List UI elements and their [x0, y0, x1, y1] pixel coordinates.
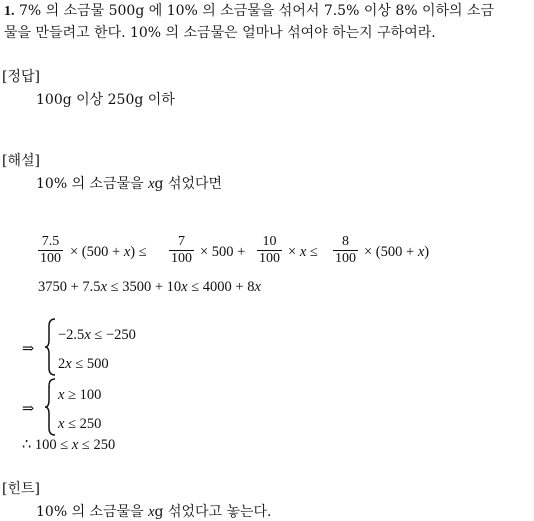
ineq1-term-1: × (500 + x) ≤: [70, 244, 147, 260]
hint-text: 10% 의 소금물을 xg 섞었다고 놓는다.: [36, 504, 272, 520]
answer-text: 100g 이상 250g 이하: [36, 92, 175, 108]
system1-line-2: 2x ≤ 500: [58, 356, 109, 372]
inequality-line-2: 3750 + 7.5x ≤ 3500 + 10x ≤ 4000 + 8x: [38, 279, 261, 295]
fraction-8-over-100: 8 100: [335, 234, 356, 266]
problem-text-1: 7% 의 소금물 500g 에 10% 의 소금물을 섞어서 7.5% 이상 8% 이하의 소금: [18, 3, 495, 19]
left-brace-1: [44, 318, 56, 376]
fraction-7-over-100: 7 100: [171, 234, 192, 266]
problem-line-2: 물을 만들려고 한다. 10% 의 소금물은 얼마나 섞여야 하는지 구하여라.: [4, 25, 436, 41]
hint-heading: [힌트]: [2, 481, 40, 497]
hint-variable-x: x: [148, 504, 155, 520]
implies-arrow-2: ⇒: [22, 401, 35, 417]
ineq1-term-2: × 500 +: [200, 244, 246, 260]
ineq1-term-3: × x ≤: [288, 244, 318, 260]
left-brace-2: [44, 378, 56, 436]
fraction-10-over-100: 10 100: [259, 234, 280, 266]
explanation-heading: [해설]: [2, 153, 40, 169]
implies-arrow-1: ⇒: [22, 341, 35, 357]
ineq1-term-4: × (500 + x): [364, 244, 430, 260]
fraction-7-5-over-100: 7.5 100: [40, 234, 61, 266]
system1-line-1: −2.5x ≤ −250: [58, 327, 136, 343]
variable-x: x: [148, 176, 155, 192]
conclusion: ∴ 100 ≤ x ≤ 250: [22, 437, 116, 453]
answer-heading: [정답]: [2, 69, 40, 85]
system2-line-2: x ≤ 250: [58, 416, 102, 432]
problem-number: 1.: [4, 4, 15, 19]
problem-line-1: [4, 2, 494, 21]
explanation-intro: 10% 의 소금물을 xg 섞었다면: [36, 176, 223, 192]
system2-line-1: x ≥ 100: [58, 387, 102, 403]
